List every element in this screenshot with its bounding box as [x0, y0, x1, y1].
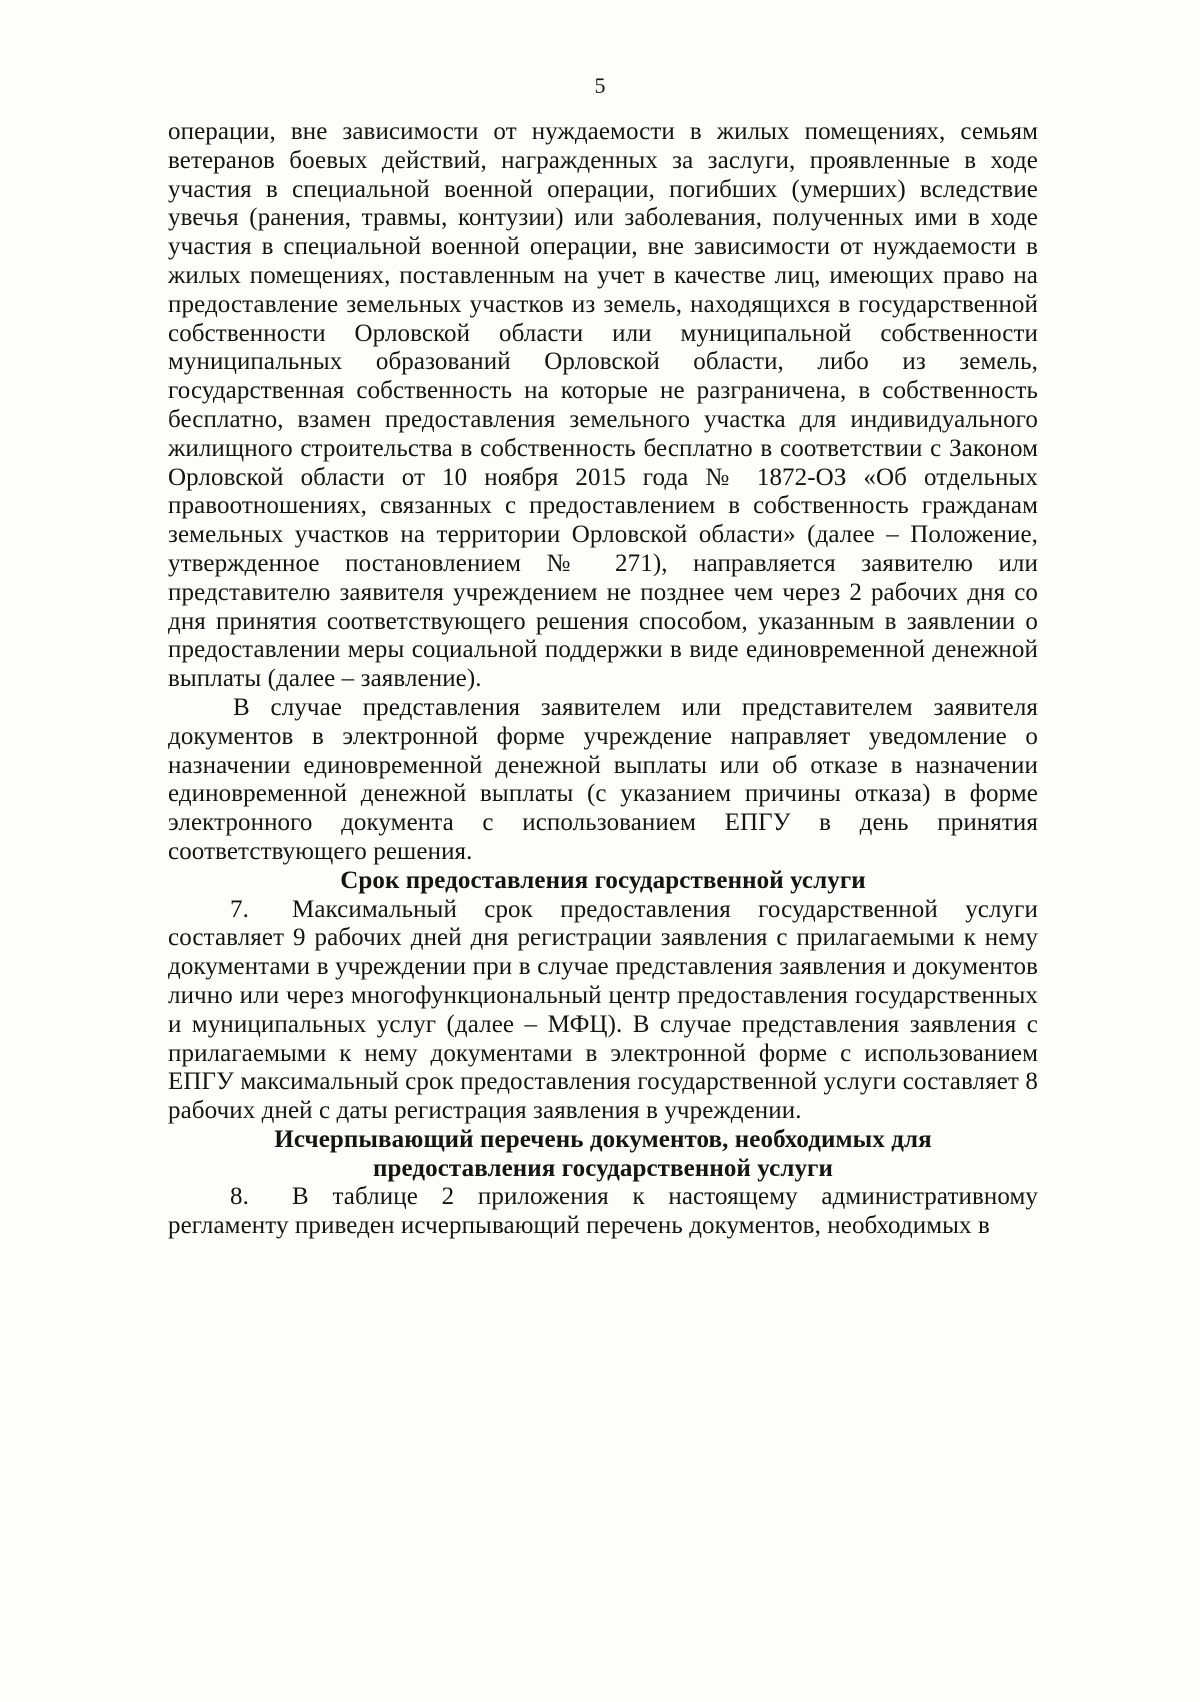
paragraph-item-8: [168, 1183, 1038, 1241]
paragraph-continuation: операции, вне зависимости от нуждаемости в жилых помещениях, семьям ветеранов боевых действий, награжденных за заслуги, проявленные в ходе участия в специальной военной операции, погибших (умерших) вследствие увечья (ранения, травмы, контузии) или заболевания, полученных ими в ходе участия в специальной военной операции, вне зависимости от нуждаемости в жилых помещениях, поставленным на учет в качестве лиц, имеющих право на предоставление земельных участков из земель, находящихся в государственной собственности Орловской области или муниципальной собственности муниципальных образований Орловской области, либо из земель, государственная собственность на которые не разграничена, в собственность бесплатно, взамен предоставления земельного участка для индивидуального жилищного строительства в собственность бесплатно в соответствии с Законом Орловской области от 10 ноября 2015 года № 1872-ОЗ «Об отдельных правоотношениях, связанных с предоставлением в собственность гражданам земельных участков на территории Орловской области» (далее – Положение, утвержденное постановлением № 271), направляется заявителю или представителю заявителя учреждением не позднее чем через 2 рабочих дня со дня принятия соответствующего решения способом, указанным в заявлении о предоставлении меры социальной поддержки в виде единовременной денежной выплаты (далее – заявление).: [168, 118, 1038, 693]
section-heading-documents: [168, 1126, 1038, 1184]
item-8-text: В таблице 2 приложения к настоящему административному регламенту приведен исчерпывающий перечень документов, необходимых в: [168, 1183, 1038, 1240]
heading-documents-line-2: предоставления государственной услуги: [373, 1154, 833, 1182]
document-body: [168, 118, 1038, 1241]
item-7-text: Максимальный срок предоставления государственной услуги составляет 9 рабочих дней дня регистрации заявления с прилагаемыми к нему документами в учреждении при в случае представления заявления и документов лично или через многофункциональный центр предоставления государственных и муниципальных услуг (далее – МФЦ). В случае представления заявления с прилагаемыми к нему документами в электронной форме с использованием ЕПГУ максимальный срок предоставления государственной услуги составляет 8 рабочих дней с даты регистрация заявления в учреждении.: [168, 895, 1038, 1125]
page-number: 5: [594, 73, 606, 98]
heading-documents-line-1: Исчерпывающий перечень документов, необходимых для: [274, 1125, 932, 1153]
item-8-number: 8.: [230, 1183, 249, 1211]
paragraph-item-7: [168, 896, 1038, 1126]
item-7-number: 7.: [230, 895, 249, 923]
paragraph-electronic-notice: В случае представления заявителем или представителем заявителя документов в электронной форме учреждение направляет уведомление о назначении единовременной денежной выплаты или об отказе в назначении единовременной денежной выплаты (с указанием причины отказа) в форме электронного документа с использованием ЕПГУ в день принятия соответствующего решения.: [168, 693, 1038, 865]
section-heading-term: Срок предоставления государственной услуги: [340, 866, 866, 894]
